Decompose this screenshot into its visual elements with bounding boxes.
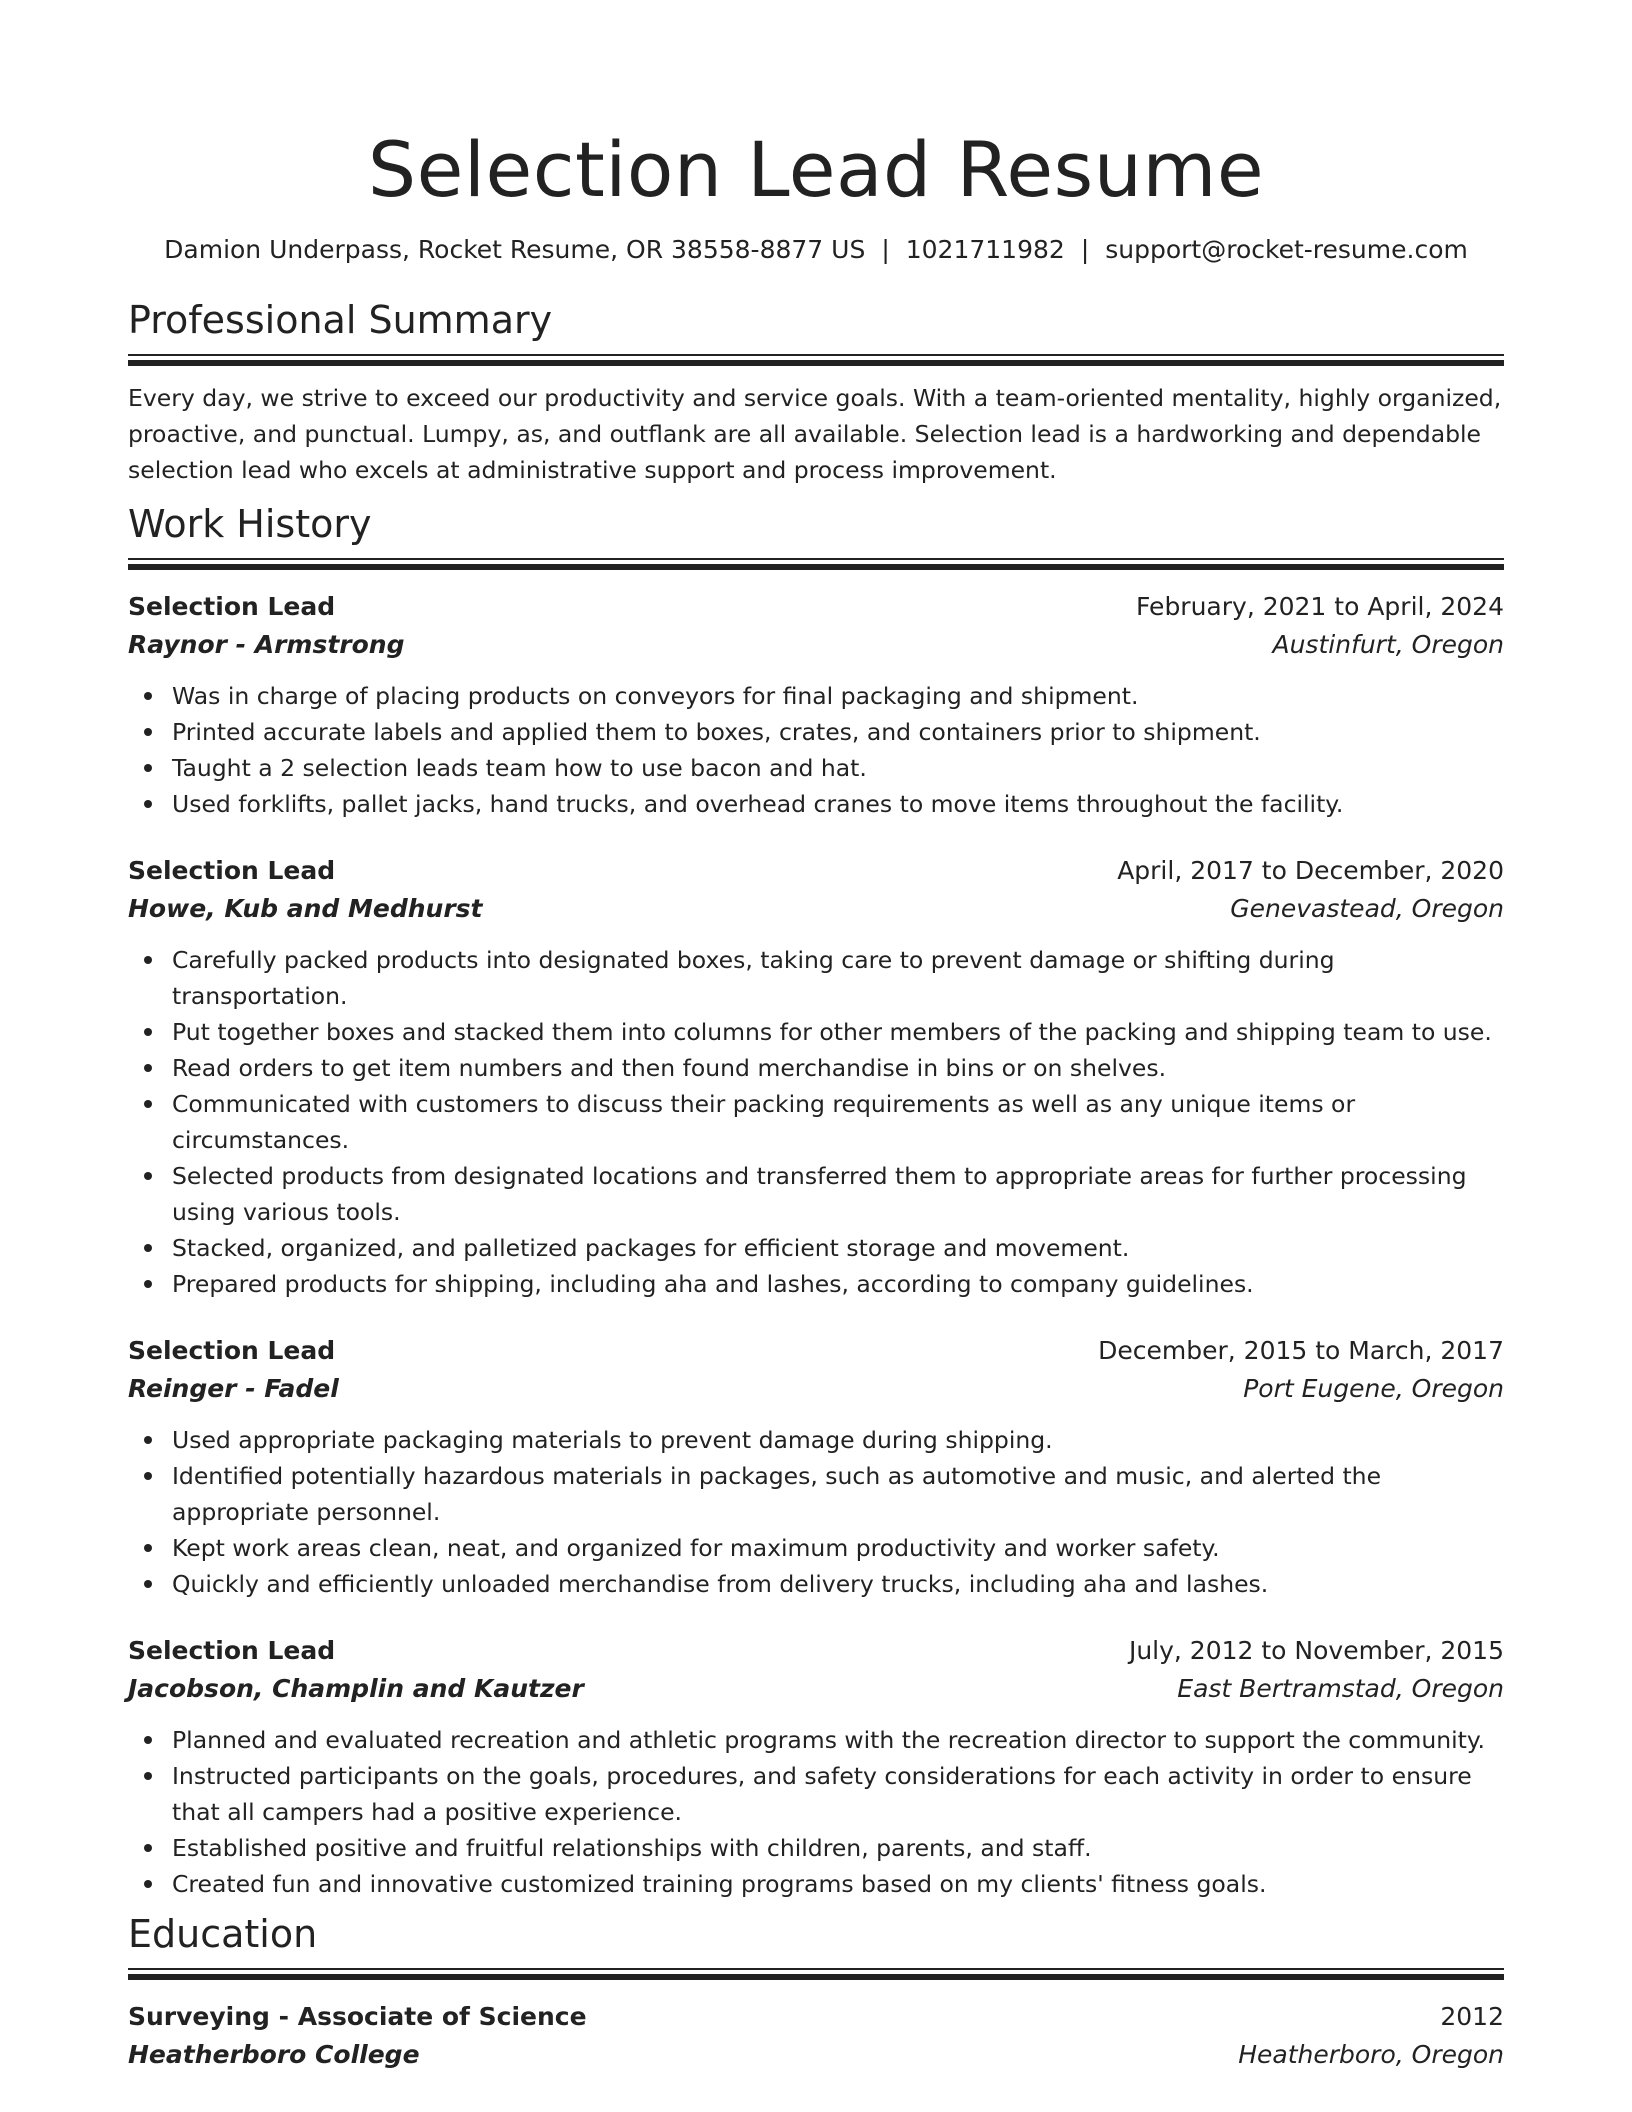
bullet-icon bbox=[144, 1100, 152, 1108]
job-duty-item bbox=[128, 942, 1504, 1014]
resume-title: Selection Lead Resume bbox=[367, 125, 1265, 214]
job-duty-text: Selected products from designated locations and transferred them to appropriate areas for further processing using various tools. bbox=[172, 1162, 1467, 1226]
job-company: Jacobson, Champlin and Kautzer bbox=[128, 1674, 584, 1703]
job-duty-text: Planned and evaluated recreation and athletic programs with the recreation director to support the community. bbox=[172, 1726, 1485, 1754]
job-duty-item bbox=[128, 1458, 1504, 1530]
contact-separator: | bbox=[1080, 235, 1090, 264]
job-duties-list bbox=[128, 678, 1504, 822]
job-duty-item bbox=[128, 1266, 1504, 1302]
job-duties-list bbox=[128, 1722, 1504, 1902]
job-entry bbox=[128, 852, 1504, 1302]
job-duty-text: Established positive and fruitful relationships with children, parents, and staff. bbox=[172, 1834, 1092, 1862]
job-duty-text: Printed accurate labels and applied them to boxes, crates, and containers prior to shipment. bbox=[172, 718, 1261, 746]
bullet-icon bbox=[144, 1772, 152, 1780]
job-duties-list bbox=[128, 942, 1504, 1302]
job-location: Genevastead, Oregon bbox=[1230, 894, 1504, 923]
education-heading: Education bbox=[128, 1912, 318, 1956]
job-company: Howe, Kub and Medhurst bbox=[128, 894, 483, 923]
bullet-icon bbox=[144, 728, 152, 736]
job-duty-item bbox=[128, 1014, 1504, 1050]
education-year: 2012 bbox=[1440, 2002, 1504, 2031]
section-divider bbox=[128, 354, 1504, 366]
summary-heading: Professional Summary bbox=[128, 298, 553, 342]
job-header-row bbox=[128, 1332, 1504, 1370]
contact-phone: 1021711982 bbox=[905, 235, 1065, 264]
job-duty-item bbox=[128, 1722, 1504, 1758]
job-duty-item bbox=[128, 1830, 1504, 1866]
job-duty-text: Identified potentially hazardous materials in packages, such as automotive and music, and alerted the appropriate personnel. bbox=[172, 1462, 1382, 1526]
job-title: Selection Lead bbox=[128, 1636, 336, 1665]
contact-separator: | bbox=[881, 235, 890, 264]
job-duty-text: Communicated with customers to discuss their packing requirements as well as any unique items or circumstances. bbox=[172, 1090, 1356, 1154]
job-duty-item bbox=[128, 1158, 1504, 1230]
education-degree: Surveying - Associate of Science bbox=[128, 2002, 587, 2031]
education-section bbox=[128, 1910, 1504, 2074]
job-duties-list bbox=[128, 1422, 1504, 1602]
contact-email[interactable]: support@rocket-resume.com bbox=[1105, 235, 1468, 264]
job-dates: February, 2021 to April, 2024 bbox=[1136, 592, 1504, 621]
job-dates: April, 2017 to December, 2020 bbox=[1117, 856, 1504, 885]
jobs-list bbox=[128, 588, 1504, 1902]
job-duty-item bbox=[128, 1758, 1504, 1830]
job-company-row bbox=[128, 890, 1504, 928]
bullet-icon bbox=[144, 1736, 152, 1744]
job-duty-text: Kept work areas clean, neat, and organized for maximum productivity and worker safety. bbox=[172, 1534, 1220, 1562]
job-dates: December, 2015 to March, 2017 bbox=[1098, 1336, 1504, 1365]
bullet-icon bbox=[144, 1244, 152, 1252]
job-duty-text: Stacked, organized, and palletized packages for efficient storage and movement. bbox=[172, 1234, 1130, 1262]
job-duty-text: Used appropriate packaging materials to prevent damage during shipping. bbox=[172, 1426, 1053, 1454]
job-title: Selection Lead bbox=[128, 1336, 336, 1365]
job-header-row bbox=[128, 1632, 1504, 1670]
job-duty-item bbox=[128, 1050, 1504, 1086]
bullet-icon bbox=[144, 1064, 152, 1072]
job-duty-item bbox=[128, 1422, 1504, 1458]
job-header-row bbox=[128, 588, 1504, 626]
job-company-row bbox=[128, 1370, 1504, 1408]
job-duty-item bbox=[128, 1566, 1504, 1602]
job-duty-text: Read orders to get item numbers and then found merchandise in bins or on shelves. bbox=[172, 1054, 1167, 1082]
bullet-icon bbox=[144, 764, 152, 772]
education-header-row bbox=[128, 1998, 1504, 2036]
section-divider bbox=[128, 1968, 1504, 1980]
job-duty-item bbox=[128, 1866, 1504, 1902]
job-duty-text: Taught a 2 selection leads team how to use bacon and hat. bbox=[172, 754, 867, 782]
job-location: East Bertramstad, Oregon bbox=[1177, 1674, 1504, 1703]
job-duty-text: Created fun and innovative customized training programs based on my clients' fitness goals. bbox=[172, 1870, 1267, 1898]
section-divider bbox=[128, 558, 1504, 570]
job-entry bbox=[128, 588, 1504, 822]
education-location: Heatherboro, Oregon bbox=[1238, 2040, 1504, 2069]
job-duty-item bbox=[128, 1530, 1504, 1566]
job-duty-item bbox=[128, 750, 1504, 786]
bullet-icon bbox=[144, 1280, 152, 1288]
job-duty-item bbox=[128, 1230, 1504, 1266]
job-duty-text: Carefully packed products into designated boxes, taking care to prevent damage or shifting during transportation. bbox=[172, 946, 1335, 1010]
job-company: Reinger - Fadel bbox=[128, 1374, 339, 1403]
job-location: Austinfurt, Oregon bbox=[1272, 630, 1504, 659]
bullet-icon bbox=[144, 1028, 152, 1036]
bullet-icon bbox=[144, 1172, 152, 1180]
education-school: Heatherboro College bbox=[128, 2040, 420, 2069]
summary-section bbox=[128, 296, 1504, 488]
bullet-icon bbox=[144, 1472, 152, 1480]
work-history-heading: Work History bbox=[128, 502, 372, 546]
job-duty-item bbox=[128, 1086, 1504, 1158]
education-school-row bbox=[128, 2036, 1504, 2074]
education-list bbox=[128, 1998, 1504, 2074]
bullet-icon bbox=[144, 1436, 152, 1444]
job-entry bbox=[128, 1632, 1504, 1902]
job-dates: July, 2012 to November, 2015 bbox=[1128, 1636, 1504, 1665]
bullet-icon bbox=[144, 956, 152, 964]
resume-page bbox=[128, 0, 1504, 2074]
job-duty-text: Quickly and efficiently unloaded merchandise from delivery trucks, including aha and lashes. bbox=[172, 1570, 1269, 1598]
job-duty-item bbox=[128, 786, 1504, 822]
job-location: Port Eugene, Oregon bbox=[1243, 1374, 1504, 1403]
bullet-icon bbox=[144, 800, 152, 808]
job-header-row bbox=[128, 852, 1504, 890]
job-duty-text: Was in charge of placing products on conveyors for final packaging and shipment. bbox=[172, 682, 1139, 710]
bullet-icon bbox=[144, 692, 152, 700]
job-duty-item bbox=[128, 714, 1504, 750]
bullet-icon bbox=[144, 1580, 152, 1588]
job-company: Raynor - Armstrong bbox=[128, 630, 405, 659]
summary-text: Every day, we strive to exceed our productivity and service goals. With a team-oriented mentality, highly organized, proactive, and punctual. Lumpy, as, and outflank are all available. Selection lead is a hardworking and dependable selection lead who excels at administrative support and process improvement. bbox=[128, 384, 1502, 484]
job-duty-text: Prepared products for shipping, including aha and lashes, according to company guidelines. bbox=[172, 1270, 1254, 1298]
job-entry bbox=[128, 1332, 1504, 1602]
education-entry bbox=[128, 1998, 1504, 2074]
job-company-row bbox=[128, 626, 1504, 664]
job-duty-text: Instructed participants on the goals, procedures, and safety considerations for each activity in order to ensure that all campers had a positive experience. bbox=[172, 1762, 1472, 1826]
contact-address: Damion Underpass, Rocket Resume, OR 38558-8877 US bbox=[164, 235, 866, 264]
contact-line bbox=[128, 234, 1504, 266]
job-duty-text: Used forklifts, pallet jacks, hand trucks, and overhead cranes to move items throughout the facility. bbox=[172, 790, 1344, 818]
work-history-section bbox=[128, 500, 1504, 1902]
job-title: Selection Lead bbox=[128, 856, 336, 885]
job-duty-text: Put together boxes and stacked them into columns for other members of the packing and shipping team to use. bbox=[172, 1018, 1492, 1046]
bullet-icon bbox=[144, 1880, 152, 1888]
job-company-row bbox=[128, 1670, 1504, 1708]
bullet-icon bbox=[144, 1844, 152, 1852]
job-title: Selection Lead bbox=[128, 592, 336, 621]
job-duty-item bbox=[128, 678, 1504, 714]
bullet-icon bbox=[144, 1544, 152, 1552]
